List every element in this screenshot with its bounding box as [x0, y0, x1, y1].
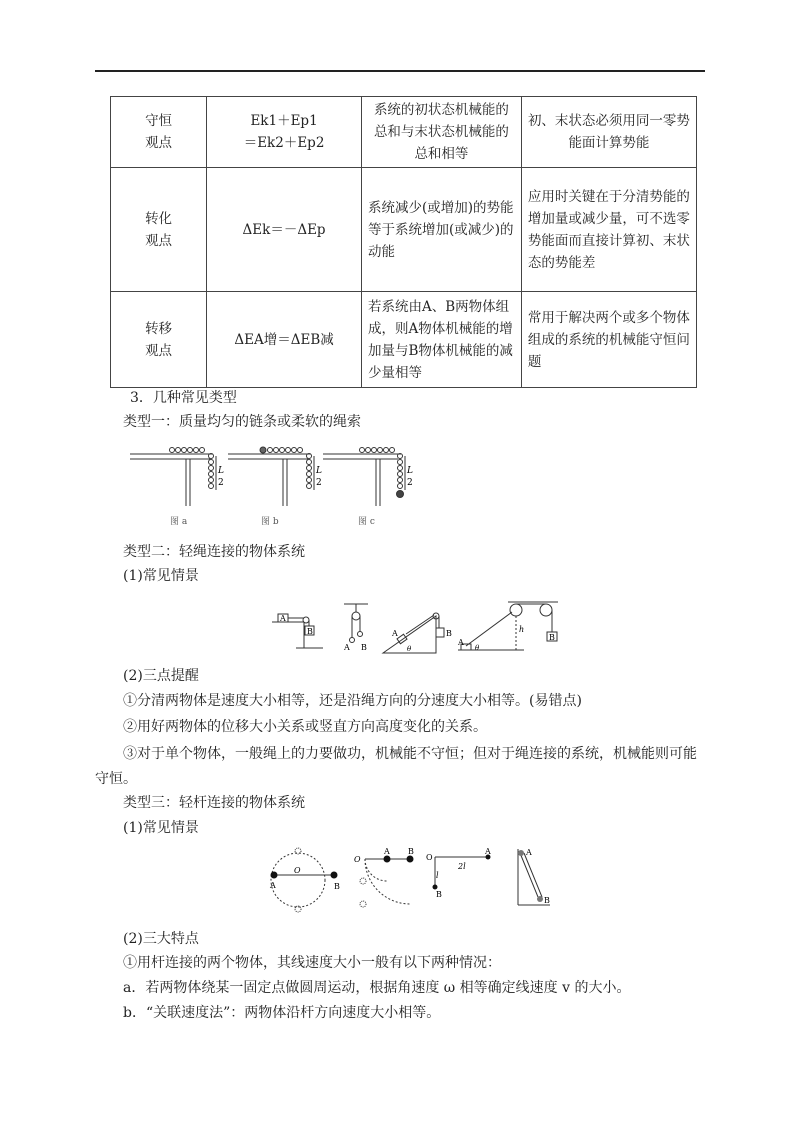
B-label: B — [307, 627, 313, 636]
section-heading: 3．几种常见类型 — [130, 390, 237, 406]
theta-label: θ — [475, 644, 480, 652]
view-cell: 转化 观点 — [111, 168, 207, 292]
reminder-item: ①分清两物体是速度大小相等，还是沿绳方向的分速度大小相等。(易错点) — [123, 693, 582, 709]
L-label: L — [407, 466, 413, 476]
ball-B — [537, 896, 543, 902]
B-label: B — [436, 890, 442, 899]
two-label: 2 — [316, 478, 322, 488]
type2-scene: (1)常见情景 — [123, 568, 199, 584]
features-title: (2)三大特点 — [123, 931, 199, 947]
reminder-item: ③对于单个物体，一般绳上的力要做功，机械能不守恒；但对于绳连接的系统，机械能则可能守恒。 — [95, 746, 697, 787]
meaning-cell: 系统减少(或增加)的势能等于系统增加(或减少)的动能 — [361, 168, 521, 292]
A-label: A — [526, 848, 532, 857]
reminder-item: ②用好两物体的位移大小关系或竖直方向高度变化的关系。 — [123, 719, 487, 735]
A-label: A — [485, 847, 491, 856]
table-row — [111, 292, 697, 388]
formula-cell: ΔEA增＝ΔEB减 — [207, 292, 362, 388]
two-label: 2 — [407, 478, 413, 488]
A-label: A — [344, 643, 350, 652]
table-row — [111, 168, 697, 292]
O-label: O — [354, 855, 361, 864]
theta-label: θ — [407, 645, 412, 653]
B-label: B — [361, 643, 367, 652]
ball-A — [384, 856, 391, 863]
type3-scene: (1)常见情景 — [123, 820, 199, 836]
feature-item: ①用杆连接的两个物体，其线速度大小一般有以下两种情况： — [123, 955, 501, 971]
ball-A — [518, 850, 524, 856]
feature-item: a．若两物体绕某一固定点做圆周运动，根据角速度 ω 相等确定线速度 v 的大小。 — [123, 980, 631, 996]
meaning-cell: 系统的初状态机械能的总和与末状态机械能的总和相等 — [361, 97, 521, 168]
O-label: O — [294, 866, 301, 875]
ball-B — [407, 856, 414, 863]
type3-title: 类型三：轻杆连接的物体系统 — [123, 795, 305, 811]
rope-figures — [268, 598, 568, 658]
B-label: B — [408, 847, 414, 856]
table-row — [111, 97, 697, 168]
ball-A — [271, 872, 278, 879]
note-cell: 初、末状态必须用同一零势能面计算势能 — [521, 97, 696, 168]
A-label: A — [392, 629, 398, 638]
A-label: A — [384, 847, 390, 856]
B-label: B — [544, 896, 550, 905]
B-label: B — [334, 882, 340, 891]
note-cell: 应用时关键在于分清势能的增加量或减少量，可不选零势能面而直接计算初、末状态的势能差 — [521, 168, 696, 292]
two-label: 2 — [218, 478, 224, 488]
view-cell: 守恒 观点 — [111, 97, 207, 168]
type1-title: 类型一：质量均匀的链条或柔软的绳索 — [123, 414, 361, 430]
L-label: L — [316, 466, 322, 476]
B-label: B — [549, 633, 555, 642]
reminders-title: (2)三点提醒 — [123, 668, 199, 684]
fig-c-caption: 图 c — [358, 517, 375, 527]
formula-cell: ΔEk＝－ΔEp — [207, 168, 362, 292]
A-label: A — [270, 881, 276, 890]
note-cell: 常用于解决两个或多个物体组成的系统的机械能守恒问题 — [521, 292, 696, 388]
fig-b-caption: 图 b — [261, 517, 279, 527]
header-rule — [95, 70, 705, 72]
ball-B — [331, 872, 338, 879]
chain-figures — [128, 440, 418, 530]
type2-title: 类型二：轻绳连接的物体系统 — [123, 544, 305, 560]
formula-cell: Ek1＋Ep1 ＝Ek2＋Ep2 — [207, 97, 362, 168]
L-label: L — [218, 466, 224, 476]
A-label: A — [280, 614, 286, 623]
meaning-cell: 若系统由A、B两物体组成，则A物体机械能的增加量与B物体机械能的减少量相等 — [361, 292, 521, 388]
rod-figures — [270, 845, 560, 915]
h-label: h — [519, 625, 525, 634]
B-label: B — [446, 629, 452, 638]
twol-label: 2l — [458, 862, 466, 871]
l-label: l — [436, 871, 439, 880]
fig-a-caption: 图 a — [170, 517, 188, 527]
A-label: A — [458, 638, 464, 647]
feature-item: b．“关联速度法”：两物体沿杆方向速度大小相等。 — [123, 1005, 441, 1021]
O-label: O — [426, 853, 433, 862]
view-cell: 转移 观点 — [111, 292, 207, 388]
conservation-table — [110, 96, 697, 388]
ball-B — [433, 885, 438, 890]
